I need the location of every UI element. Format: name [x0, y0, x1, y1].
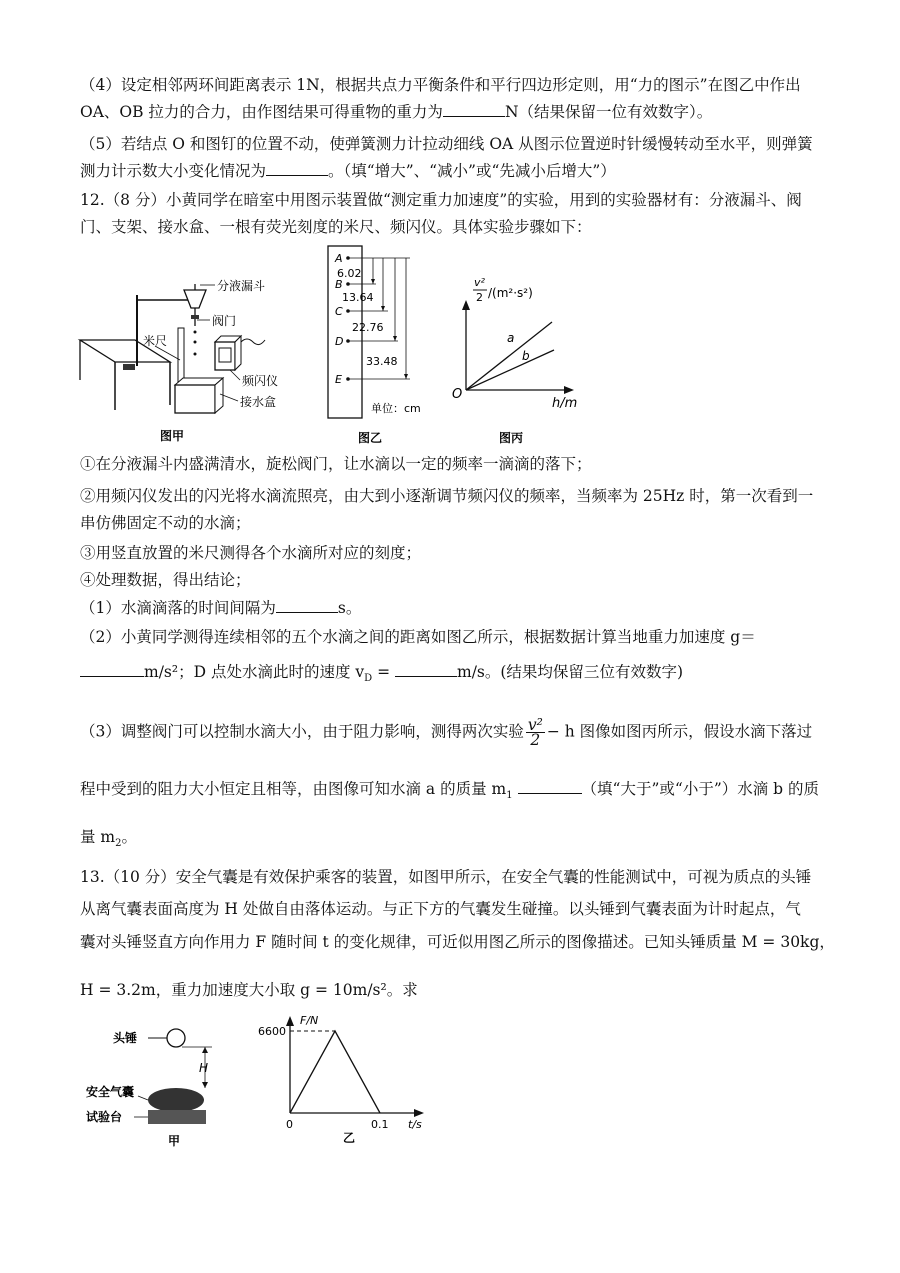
q13-figure-yi: [250, 1010, 440, 1150]
distance-ae: 33.48: [366, 355, 398, 368]
distance-ab: 6.02: [337, 267, 362, 280]
q12-sub3-text: （3）调整阀门可以控制水滴大小，由于阻力影响，测得两次实验: [80, 722, 524, 741]
t-end-tick: 0.1: [371, 1118, 389, 1131]
q4-line1: （4）设定相邻两环间距离表示 1N，根据共点力平衡条件和平行四边形定则，用“力的图示”在图乙中作出: [80, 76, 801, 94]
y-axis-unit: /(m²·s²): [488, 286, 533, 300]
distance-ad: 22.76: [352, 321, 384, 334]
q12-sub2-end: m/s。(结果均保留三位有效数字): [457, 663, 683, 681]
label-point-b: B: [335, 278, 343, 291]
airbag: [148, 1088, 204, 1112]
label-point-c: C: [335, 305, 343, 318]
label-valve: 阀门: [212, 314, 237, 328]
q13-line2: 从离气囊表面高度为 H 处做自由落体运动。与正下方的气囊发生碰撞。以头锤到气囊表面为计时起点，气: [80, 900, 801, 918]
q12-intro2: 门、支架、接水盒、一根有荧光刻度的米尺、频闪仪。具体实验步骤如下：: [80, 218, 592, 236]
step-3: ③用竖直放置的米尺测得各个水滴所对应的刻度；: [80, 544, 422, 562]
q12-sub3-m1-sub: 1: [506, 790, 513, 802]
label-box: 接水盒: [240, 395, 277, 409]
y-axis-label: F/N: [300, 1014, 319, 1027]
frac-den: 2: [530, 731, 541, 749]
caption-q13-jia: 甲: [168, 1134, 181, 1148]
q12-sub3-line2: [80, 778, 819, 807]
q13-line4: H = 3.2m，重力加速度大小取 g = 10m/s²。求: [80, 981, 418, 999]
q12-intro1: 12.（8 分）小黄同学在暗室中用图示装置做“测定重力加速度”的实验，用到的实验器材有：分液漏斗、阀: [80, 191, 802, 209]
step-4: ④处理数据，得出结论；: [80, 571, 251, 589]
force-time-line: [290, 1031, 380, 1113]
step-2a: ②用频闪仪发出的闪光将水滴流照亮，由大到小逐渐调节频闪仪的频率，当频率为 25Hz 时，第一次看到一: [80, 487, 814, 505]
q4-line2-end: N（结果保留一位有效数字）。: [504, 103, 713, 121]
step-1: ①在分液漏斗内盛满清水，旋松阀门，让水滴以一定的频率一滴滴的落下；: [80, 455, 592, 473]
caption-q13-yi: 乙: [343, 1131, 356, 1145]
unit-label: 单位：cm: [371, 402, 421, 415]
q12-sub3-end: （填“大于”或“小于”）水滴 b 的质: [581, 780, 820, 798]
label-hammer: 头锤: [113, 1031, 138, 1045]
q13-line3: 囊对头锤竖直方向作用力 F 随时间 t 的变化规律，可近似用图乙所示的图像描述。已知头锤质量 M = 30kg，: [80, 933, 835, 951]
q5-line1: （5）若结点 O 和图钉的位置不动，使弹簧测力计拉动细线 OA 从图示位置逆时针缓慢转动至水平，则弹簧: [80, 135, 813, 153]
origin-tick: 0: [286, 1118, 293, 1131]
q12-sub3-m2-end: 。: [121, 828, 138, 846]
caption-bing: 图丙: [499, 431, 524, 445]
q12-sub3-frac: [526, 718, 545, 747]
label-point-a: A: [335, 252, 343, 265]
q12-figure-bing: [444, 270, 594, 450]
label-strobe: 频闪仪: [242, 374, 279, 388]
x-axis-label: h/m: [552, 396, 578, 411]
q12-sub2-vd: m/s²；D 点处水滴此时的速度 v: [144, 663, 365, 681]
label-point-e: E: [335, 373, 342, 386]
q12-sub1-end: s。: [337, 599, 362, 617]
distance-ac: 13.64: [342, 291, 374, 304]
q4-line2-text: OA、OB 拉力的合力，由作图结果可得重物的重力为: [80, 103, 443, 121]
answer-blank-weight[interactable]: [443, 102, 505, 117]
q12-sub2-line2: m/s²；D 点处水滴此时的速度 $v_D = m/s$。(结果均保留三位有效数字): [80, 661, 683, 690]
answer-blank-vd[interactable]: [395, 662, 457, 677]
x-axis-label: t/s: [408, 1118, 422, 1131]
peak-tick-label: 6600: [258, 1025, 286, 1038]
q12-figure-jia: [75, 270, 305, 445]
q12-sub2: （2）小黄同学测得连续相邻的五个水滴之间的距离如图乙所示，根据数据计算当地重力加速度 g＝: [80, 628, 756, 646]
label-line-b: b: [522, 349, 530, 363]
q5-line2-end: 。（填“增大”、“减小”或“先减小后增大”）: [328, 162, 616, 180]
label-ruler: 米尺: [143, 334, 168, 348]
q12-sub3-m1: 程中受到的阻力大小恒定且相等，由图像可知水滴 a 的质量 m: [80, 780, 507, 798]
q12-sub3-m2: 量 m: [80, 828, 116, 846]
label-table: 试验台: [86, 1110, 123, 1124]
hammer-ball: [167, 1029, 185, 1047]
answer-blank-compare[interactable]: [518, 779, 582, 794]
caption-jia: 图甲: [160, 429, 185, 443]
caption-yi: 图乙: [358, 431, 383, 445]
y-axis-num: v²: [474, 276, 485, 289]
answer-blank-trend[interactable]: [266, 161, 328, 176]
q12-sub3: [80, 718, 812, 747]
label-h: H: [199, 1061, 209, 1075]
q12-sub3-line3: [80, 826, 137, 855]
q12-figure-yi: [318, 244, 443, 449]
label-point-d: D: [335, 335, 344, 348]
label-funnel: 分液漏斗: [217, 279, 266, 293]
q4-line2: [80, 101, 712, 123]
q13-line1: 13.（10 分）安全气囊是有效保护乘客的装置，如图甲所示，在安全气囊的性能测试中，可视为质点的头锤: [80, 868, 812, 886]
answer-blank-interval[interactable]: [276, 598, 338, 613]
answer-blank-g[interactable]: [80, 662, 144, 677]
y-axis-den: 2: [476, 291, 483, 304]
q12-sub1: [80, 597, 361, 619]
q13-figure-jia: [78, 1020, 248, 1150]
q5-line2-text: 测力计示数大小变化情况为: [80, 162, 267, 180]
q12-sub3-m2-sub: 2: [115, 838, 122, 850]
q12-sub3-text2: − h 图像如图丙所示，假设水滴下落过: [546, 722, 813, 741]
label-airbag: 安全气囊: [86, 1085, 135, 1099]
q12-sub2-vd-sub: D: [364, 673, 373, 685]
q5-line2: [80, 160, 616, 182]
q12-sub1-text: （1）水滴滴落的时间间隔为: [80, 599, 276, 617]
origin-label: O: [452, 387, 463, 402]
label-line-a: a: [507, 331, 515, 345]
step-2b: 串仿佛固定不动的水滴；: [80, 514, 251, 532]
frac-num: v²: [527, 716, 543, 734]
test-table: [148, 1110, 206, 1124]
